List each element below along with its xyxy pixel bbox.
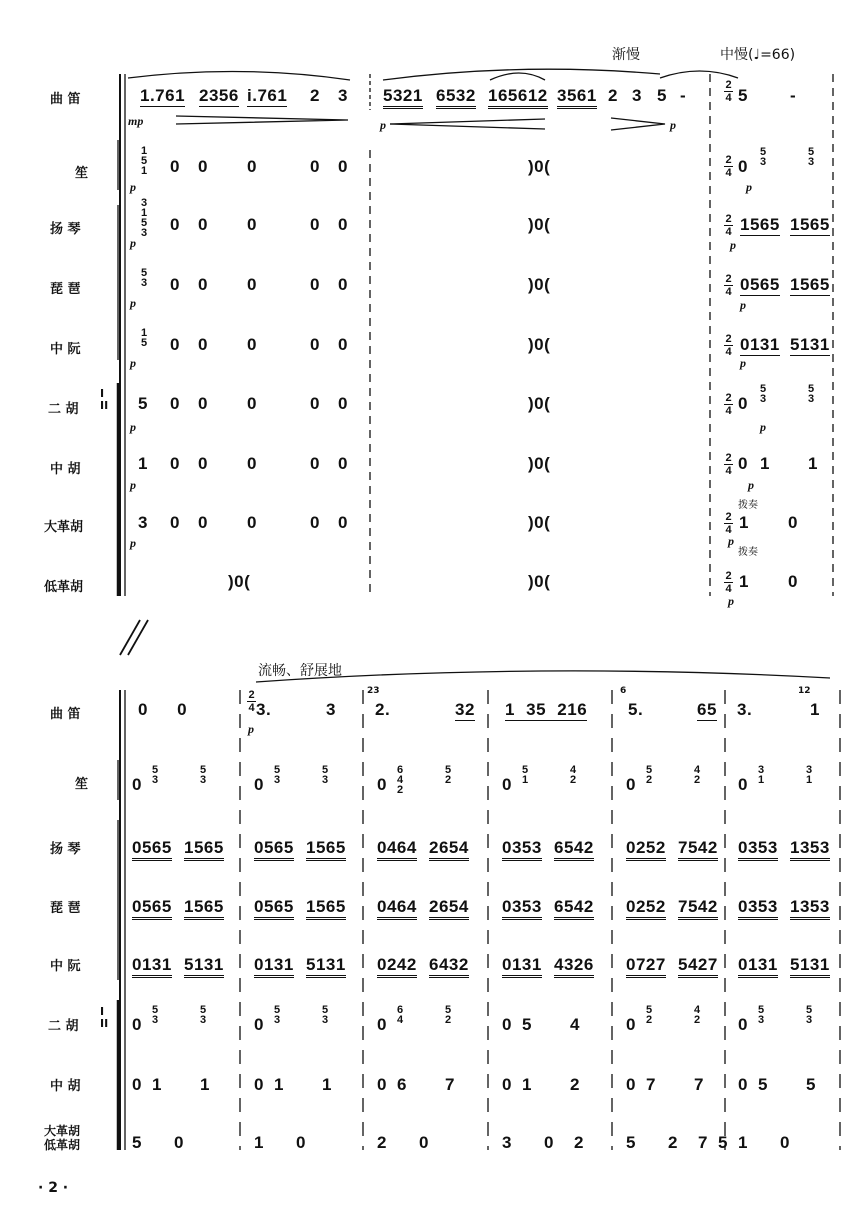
- pipa-m3-g2: 1565: [790, 275, 830, 294]
- rest: 0: [198, 335, 208, 354]
- dyn-p: p: [248, 722, 254, 736]
- label-pipa-2: 琵 琶: [50, 901, 81, 916]
- rest: 0: [338, 157, 348, 176]
- rest: 0: [247, 335, 257, 354]
- qudi-s2-n: 65: [697, 700, 717, 719]
- qudi-m2-g4: 3561: [557, 86, 597, 109]
- sheng-s2-m1-n3: 5 3: [200, 764, 207, 786]
- zhonghu-s2-m4-n2: 1: [522, 1075, 532, 1094]
- bass-s2-m4-n2: 0: [544, 1133, 554, 1152]
- bass-s2-m3-n2: 0: [419, 1133, 429, 1152]
- qudi-m2-g1: 5321: [383, 86, 423, 109]
- zhonghu-s2-m3-n2: 6: [397, 1075, 407, 1094]
- zhonghu-s2-m2-n1: 0: [254, 1075, 264, 1094]
- rest: 0: [310, 157, 320, 176]
- dyn-mp: mp: [128, 114, 144, 128]
- label-yangqin: 扬 琴: [50, 222, 81, 237]
- yangqin-s2-m6-n1: 0353: [738, 838, 778, 861]
- pipa-m3-g1: 0565: [740, 275, 780, 294]
- sheng-s2-m6-n1: 0: [738, 775, 748, 794]
- pipa-s2-m6-n2: 1353: [790, 897, 830, 920]
- yangqin-s2-m4-n2: 6542: [554, 838, 594, 861]
- zhongruan-m3-g1: 0131: [740, 335, 780, 354]
- erhu-s2-m4-n2: 5: [522, 1015, 532, 1034]
- dyn-p: p: [130, 478, 136, 492]
- yangqin-s2-m4-n1: 0353: [502, 838, 542, 861]
- rest: 0: [338, 394, 348, 413]
- multi-rest: )0(: [228, 572, 251, 591]
- sheng-s2-m4-n2: 5 1: [522, 764, 529, 786]
- time-sig-zhongruan: 2 4: [725, 333, 732, 358]
- zhongruan-s2-m1-n1: 0131: [132, 955, 172, 978]
- qudi-m2-n5: 2: [608, 86, 618, 105]
- qudi-s2-n: 1 35 216: [505, 700, 588, 719]
- yangqin-s2-m3-n2: 2654: [429, 838, 469, 861]
- pipa-s2-m1-n2: 1565: [184, 897, 224, 920]
- bass-s2-m5-n1: 5: [626, 1133, 636, 1152]
- yangqin-s2-m6-n2: 1353: [790, 838, 830, 861]
- sheng-s2-m5-n1: 0: [626, 775, 636, 794]
- multi-rest: )0(: [528, 394, 551, 413]
- dyn-p: p: [746, 180, 752, 194]
- erhu-s2-m1-n2: 5 3: [152, 1004, 159, 1026]
- zhongruan-s2-m1-n2: 5131: [184, 955, 224, 978]
- pipa-s2-m1-n1: 0565: [132, 897, 172, 920]
- zhonghu-s2-m6-n2: 5: [758, 1075, 768, 1094]
- label-dagehu: 大革胡: [44, 520, 84, 535]
- rest: 0: [198, 513, 208, 532]
- zhongruan-s2-m6-n2: 5131: [790, 955, 830, 978]
- multi-rest: )0(: [528, 275, 551, 294]
- erhu-s2-m4-n3: 4: [570, 1015, 580, 1034]
- zhonghu-s2-m4-n3: 2: [570, 1075, 580, 1094]
- zhonghu-s2-m1-n2: 1: [152, 1075, 162, 1094]
- label-sheng: 笙: [75, 166, 89, 181]
- zhonghu-s2-m3-n1: 0: [377, 1075, 387, 1094]
- time-sig-zhonghu: 2 4: [725, 452, 732, 477]
- qudi-m2-g3: 165612: [488, 86, 548, 109]
- bass-s2-m5-n3: 7: [698, 1133, 708, 1152]
- sheng-m3-n3: 5 3: [808, 146, 815, 168]
- dyn-p: p: [740, 356, 746, 370]
- sheng-s2-m4-n1: 0: [502, 775, 512, 794]
- yangqin-s2-m3-n1: 0464: [377, 838, 417, 861]
- erhu-chord: 5: [138, 394, 148, 413]
- zhonghu-chord: 1: [138, 454, 148, 473]
- grace-note: 12: [798, 686, 811, 696]
- dyn-p-m2-end: p: [670, 118, 676, 132]
- erhu-s2-m5-n1: 0: [626, 1015, 636, 1034]
- yangqin-s2-m5-n2: 7542: [678, 838, 718, 861]
- rest: 0: [338, 454, 348, 473]
- dyn-p: p: [728, 594, 734, 608]
- qudi-m1-g1: 1.761: [140, 86, 186, 105]
- label-zhongruan: 中 阮: [50, 342, 81, 357]
- rest: 0: [198, 394, 208, 413]
- rest: 0: [247, 215, 257, 234]
- qudi-s2-n: 5.: [628, 700, 644, 719]
- label-zhonghu: 中 胡: [50, 462, 81, 477]
- sheng-s2-m6-n2: 3 1: [758, 764, 765, 786]
- dyn-p: p: [130, 296, 136, 310]
- rest: 0: [338, 513, 348, 532]
- time-sig-s2: 2 4: [248, 689, 255, 714]
- pipa-s2-m3-n2: 2654: [429, 897, 469, 920]
- label-qudi-2: 曲 笛: [50, 707, 81, 722]
- rit-marking: 渐慢: [612, 47, 640, 63]
- yangqin-chord: 3 1 5 3: [141, 197, 148, 239]
- time-sig-erhu: 2 4: [725, 392, 732, 417]
- zhongruan-s2-m4-n2: 4326: [554, 955, 594, 978]
- qudi-s2-n: 3.: [737, 700, 753, 719]
- erhu-s2-m3-n3: 5 2: [445, 1004, 452, 1026]
- erhu-s2-m2-n2: 5 3: [274, 1004, 281, 1026]
- pipa-s2-m2-n1: 0565: [254, 897, 294, 920]
- qudi-s2-n: 32: [455, 700, 475, 719]
- rest: 0: [310, 335, 320, 354]
- erhu-s2-m6-n1: 0: [738, 1015, 748, 1034]
- zhongruan-s2-m2-n2: 5131: [306, 955, 346, 978]
- rest: 0: [247, 275, 257, 294]
- sheng-s2-m3-n3: 5 2: [445, 764, 452, 786]
- pipa-s2-m6-n1: 0353: [738, 897, 778, 920]
- dagehu-m3-n1: 1: [739, 513, 749, 532]
- zhongruan-s2-m3-n1: 0242: [377, 955, 417, 978]
- yangqin-s2-m2-n1: 0565: [254, 838, 294, 861]
- multi-rest: )0(: [528, 572, 551, 591]
- rest: 0: [170, 335, 180, 354]
- multi-rest: )0(: [528, 513, 551, 532]
- zhonghu-s2-m5-n2: 7: [646, 1075, 656, 1094]
- multi-rest: )0(: [528, 335, 551, 354]
- erhu-s2-m2-n3: 5 3: [322, 1004, 329, 1026]
- pizz-dagehu: 拨奏: [738, 500, 758, 511]
- qudi-s2-n: 1: [810, 700, 820, 719]
- erhu-s2-m5-n2: 5 2: [646, 1004, 653, 1026]
- dyn-p: p: [130, 356, 136, 370]
- erhu-s2-m1-n3: 5 3: [200, 1004, 207, 1026]
- qudi-m2-n7: 5: [657, 86, 667, 105]
- rest: 0: [198, 215, 208, 234]
- pipa-s2-m3-n1: 0464: [377, 897, 417, 920]
- pipa-s2-m4-n2: 6542: [554, 897, 594, 920]
- yangqin-s2-m2-n2: 1565: [306, 838, 346, 861]
- label-sheng-2: 笙: [75, 777, 89, 792]
- zhongruan-s2-m2-n1: 0131: [254, 955, 294, 978]
- qudi-m3-n1: 5: [738, 86, 748, 105]
- rest: 0: [310, 394, 320, 413]
- time-sig-yangqin: 2 4: [725, 213, 732, 238]
- bass-s2-m4-n1: 3: [502, 1133, 512, 1152]
- yangqin-m3-g2: 1565: [790, 215, 830, 234]
- zhonghu-s2-m6-n1: 0: [738, 1075, 748, 1094]
- dyn-p: p: [760, 420, 766, 434]
- label-digehu: 低革胡: [44, 580, 84, 595]
- sheng-s2-m1-n2: 5 3: [152, 764, 159, 786]
- erhu-s2-m6-n3: 5 3: [806, 1004, 813, 1026]
- bass-s2-m2-n1: 1: [254, 1133, 264, 1152]
- zhongruan-s2-m3-n2: 6432: [429, 955, 469, 978]
- qudi-m1-g2: 2356: [199, 86, 239, 105]
- bass-s2-m1-n1: 5: [132, 1133, 142, 1152]
- digehu-m3-n2: 0: [788, 572, 798, 591]
- pipa-chord: 5 3: [141, 267, 148, 289]
- sheng-s2-m5-n3: 4 2: [694, 764, 701, 786]
- sheng-s2-m3-n2: 6 4 2: [397, 764, 404, 796]
- rest: 0: [198, 275, 208, 294]
- bass-s2-m4-n3: 2: [574, 1133, 584, 1152]
- sheng-chord: 1 5 1: [141, 145, 148, 177]
- rest: 0: [170, 215, 180, 234]
- zhonghu-s2-m4-n1: 0: [502, 1075, 512, 1094]
- label-digehu-2: 低革胡: [44, 1138, 81, 1152]
- time-sig-digehu: 2 4: [725, 570, 732, 595]
- dyn-p: p: [728, 534, 734, 548]
- qudi-s2-n: 2.: [375, 700, 391, 719]
- bass-s2-m5-n2: 2: [668, 1133, 678, 1152]
- sheng-s2-m2-n2: 5 3: [274, 764, 281, 786]
- tempo-marking: 中慢(♩=66): [720, 47, 796, 63]
- erhu-s2-m3-n2: 6 4: [397, 1004, 404, 1026]
- sheng-s2-m5-n2: 5 2: [646, 764, 653, 786]
- erhu-division-2: I II: [100, 1005, 109, 1030]
- rest: 0: [198, 157, 208, 176]
- zhonghu-s2-m2-n3: 1: [322, 1075, 332, 1094]
- time-sig-dagehu: 2 4: [725, 511, 732, 536]
- sheng-s2-m3-n1: 0: [377, 775, 387, 794]
- qudi-s2-n: 3: [326, 700, 336, 719]
- sheng-s2-m2-n1: 0: [254, 775, 264, 794]
- yangqin-s2-m5-n1: 0252: [626, 838, 666, 861]
- qudi-s2-m1: 0 0: [138, 700, 188, 719]
- dyn-p: p: [130, 236, 136, 250]
- zhonghu-s2-m1-n1: 0: [132, 1075, 142, 1094]
- dyn-p: p: [748, 478, 754, 492]
- label-zhongruan-2: 中 阮: [50, 959, 81, 974]
- rest: 0: [247, 157, 257, 176]
- erhu-s2-m1-n1: 0: [132, 1015, 142, 1034]
- pipa-s2-m5-n2: 7542: [678, 897, 718, 920]
- sheng-s2-m1-n1: 0: [132, 775, 142, 794]
- qudi-m1-n4: 2: [310, 86, 320, 105]
- rest: 0: [338, 215, 348, 234]
- erhu-m3-n3: 5 3: [808, 383, 815, 405]
- zhongruan-s2-m4-n1: 0131: [502, 955, 542, 978]
- digehu-m3-n1: 1: [739, 572, 749, 591]
- zhonghu-s2-m2-n2: 1: [274, 1075, 284, 1094]
- zhongruan-m3-g2: 5131: [790, 335, 830, 354]
- label-erhu: 二 胡: [48, 402, 79, 417]
- zhonghu-m3-n1: 0: [738, 454, 748, 473]
- qudi-m1-n5: 3: [338, 86, 348, 105]
- rest: 0: [310, 215, 320, 234]
- erhu-m3-n1: 0: [738, 394, 748, 413]
- rest: 0: [170, 454, 180, 473]
- erhu-division: I II: [100, 387, 109, 412]
- yangqin-s2-m1-n1: 0565: [132, 838, 172, 861]
- rest: 0: [170, 157, 180, 176]
- qudi-m1-g3: i.761: [247, 86, 288, 105]
- time-sig-qudi: 2 4: [725, 79, 732, 104]
- label-qudi: 曲 笛: [50, 92, 81, 107]
- rest: 0: [338, 275, 348, 294]
- dyn-p: p: [130, 420, 136, 434]
- zhonghu-s2-m3-n3: 7: [445, 1075, 455, 1094]
- dyn-p-m2: p: [380, 118, 386, 132]
- rest: 0: [338, 335, 348, 354]
- qudi-m2-dash: -: [680, 86, 687, 105]
- grace-note: 23: [367, 686, 380, 696]
- pizz-digehu: 拨奏: [738, 547, 758, 558]
- dyn-p: p: [130, 180, 136, 194]
- rest: 0: [170, 275, 180, 294]
- zhongruan-s2-m5-n2: 5427: [678, 955, 718, 978]
- erhu-s2-m2-n1: 0: [254, 1015, 264, 1034]
- dagehu-chord: 3: [138, 513, 148, 532]
- dyn-p: p: [730, 238, 736, 252]
- pipa-s2-m2-n2: 1565: [306, 897, 346, 920]
- label-erhu-2: 二 胡: [48, 1019, 79, 1034]
- qudi-m3-dash: -: [790, 86, 797, 105]
- rest: 0: [198, 454, 208, 473]
- sheng-s2-m2-n3: 5 3: [322, 764, 329, 786]
- label-pipa: 琵 琶: [50, 282, 81, 297]
- expression-marking: 流畅、舒展地: [258, 663, 342, 679]
- multi-rest: )0(: [528, 454, 551, 473]
- grace-note: 6: [620, 686, 627, 696]
- label-zhonghu-2: 中 胡: [50, 1079, 81, 1094]
- rest: 0: [310, 454, 320, 473]
- erhu-s2-m4-n1: 0: [502, 1015, 512, 1034]
- rest: 0: [170, 513, 180, 532]
- rest: 0: [310, 513, 320, 532]
- sheng-s2-m4-n3: 4 2: [570, 764, 577, 786]
- time-sig-pipa: 2 4: [725, 273, 732, 298]
- sheng-m3-n1: 0: [738, 157, 748, 176]
- pipa-s2-m5-n1: 0252: [626, 897, 666, 920]
- sheng-m3-n2: 5 3: [760, 146, 767, 168]
- zhonghu-m3-n2: 1: [760, 454, 770, 473]
- erhu-s2-m6-n2: 5 3: [758, 1004, 765, 1026]
- label-yangqin-2: 扬 琴: [50, 842, 81, 857]
- bass-s2-m3-n1: 2: [377, 1133, 387, 1152]
- bass-s2-m6-n1: 1: [738, 1133, 748, 1152]
- zhonghu-s2-m1-n3: 1: [200, 1075, 210, 1094]
- rest: 0: [247, 513, 257, 532]
- qudi-s2-n: 3.: [256, 700, 272, 719]
- qudi-m2-n6: 3: [632, 86, 642, 105]
- sheng-s2-m6-n3: 3 1: [806, 764, 813, 786]
- dyn-p: p: [130, 536, 136, 550]
- bass-s2-m2-n2: 0: [296, 1133, 306, 1152]
- multi-rest: )0(: [528, 157, 551, 176]
- time-sig-sheng: 2 4: [725, 154, 732, 179]
- bass-s2-m1-n2: 0: [174, 1133, 184, 1152]
- bass-s2-m5-n4: 5: [718, 1133, 728, 1152]
- dagehu-m3-n2: 0: [788, 513, 798, 532]
- rest: 0: [247, 454, 257, 473]
- bass-s2-m6-n2: 0: [780, 1133, 790, 1152]
- yangqin-s2-m1-n2: 1565: [184, 838, 224, 861]
- zhonghu-s2-m5-n3: 7: [694, 1075, 704, 1094]
- qudi-m2-g2: 6532: [436, 86, 476, 109]
- erhu-s2-m3-n1: 0: [377, 1015, 387, 1034]
- zhongruan-s2-m6-n1: 0131: [738, 955, 778, 978]
- zhonghu-m3-n3: 1: [808, 454, 818, 473]
- page-number: · 2 ·: [38, 1180, 69, 1196]
- label-dagehu-2: 大革胡: [44, 1124, 81, 1138]
- zhongruan-s2-m5-n1: 0727: [626, 955, 666, 978]
- dyn-p: p: [740, 298, 746, 312]
- yangqin-m3-g1: 1565: [740, 215, 780, 234]
- multi-rest: )0(: [528, 215, 551, 234]
- zhongruan-chord: 1 5: [141, 327, 148, 349]
- rest: 0: [310, 275, 320, 294]
- pipa-s2-m4-n1: 0353: [502, 897, 542, 920]
- erhu-m3-n2: 5 3: [760, 383, 767, 405]
- zhonghu-s2-m6-n3: 5: [806, 1075, 816, 1094]
- zhonghu-s2-m5-n1: 0: [626, 1075, 636, 1094]
- erhu-s2-m5-n3: 4 2: [694, 1004, 701, 1026]
- rest: 0: [247, 394, 257, 413]
- rest: 0: [170, 394, 180, 413]
